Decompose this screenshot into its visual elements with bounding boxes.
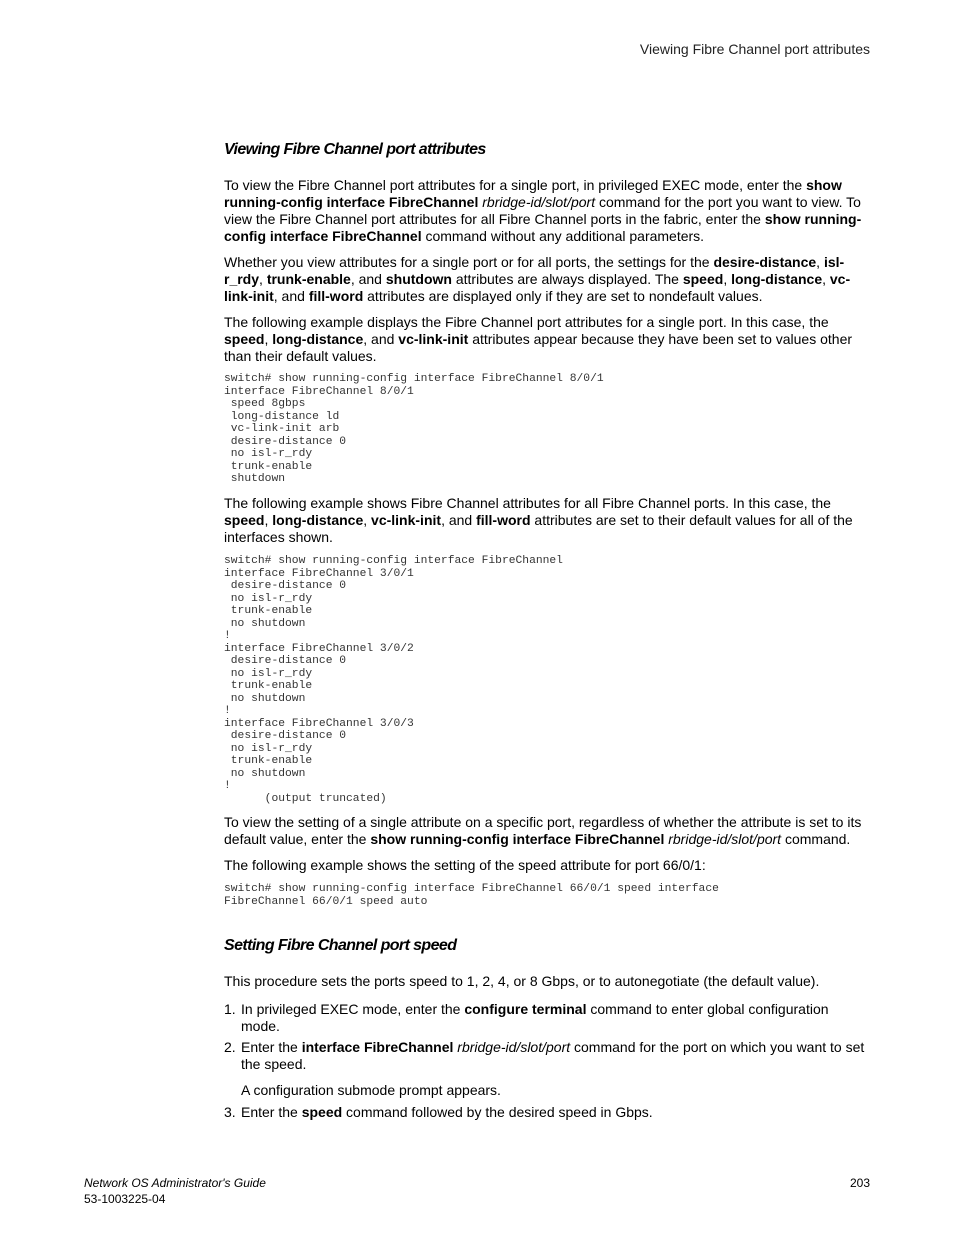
command-keyword: fill-word [308,288,364,304]
section-heading: Viewing Fibre Channel port attributes [224,141,486,158]
paragraph [224,973,869,990]
step-item [224,1104,869,1121]
running-header: Viewing Fibre Channel port attributes [639,41,870,57]
command-keyword: show running-config interface FibreChannel [224,177,842,210]
command-keyword: vc-link-init [371,512,442,528]
command-keyword: configure terminal [464,1001,587,1017]
footer-doc-title: Network OS Administrator's Guide [84,1176,266,1190]
step-number: 2. [224,1039,236,1055]
step-number: 3. [224,1104,236,1120]
section-viewing-attributes [224,141,869,159]
text-run: The following example shows Fibre Channel attributes for all Fibre Channel ports. In this case, the [224,495,831,511]
text-run: command without any additional parameters. [421,228,705,244]
parameter-placeholder: rbridge-id/slot/port [668,831,782,847]
command-keyword: long-distance [731,271,823,287]
paragraph [224,177,869,245]
text-run: , [723,271,732,287]
step-item [224,1039,869,1073]
text-run: command followed by the desired speed in Gbps. [342,1104,653,1120]
text-run: command. [781,831,851,847]
code-example: switch# show running-config interface FibreChannel interface FibreChannel 3/0/1 desire-distance 0 no isl-r_rdy trunk-enable no shutdown ! interface FibreChannel 3/0/2 desire-distance 0 no isl-r_rdy trunk-enable no shutdown ! interface FibreChannel 3/0/3 desire-distance 0 no isl-r_rdy trunk-enable no shutdown ! (output truncated) [224,555,563,805]
text-run: attributes are displayed only if they are set to nondefault values. [363,288,763,304]
step-text [241,1104,653,1120]
paragraph [224,314,869,365]
text-run: Enter the [241,1039,302,1055]
text-run: attributes are always displayed. The [451,271,683,287]
paragraph [224,495,869,546]
command-keyword: speed [682,271,724,287]
text-run: , and [350,271,386,287]
text-run: Enter the [241,1104,302,1120]
text-run: , [259,271,267,287]
code-example: switch# show running-config interface FibreChannel 66/0/1 speed interface FibreChannel 66/0/1 speed auto [224,883,719,908]
section-setting-speed [224,937,869,955]
command-keyword: speed [224,512,265,528]
text-run: attributes appear because they have been set to values other than their default values. [224,331,853,364]
command-keyword: desire-distance [713,254,817,270]
paragraph [224,254,869,305]
procedure-steps [224,1039,869,1073]
paragraph [224,857,869,874]
text-run: command for the port on which you want to set the speed. [241,1039,865,1072]
text-run: , [816,254,824,270]
step-text [241,1001,829,1034]
page-number: 203 [849,1176,870,1190]
text-run: Whether you view attributes for a single port or for all ports, the settings for the [224,254,714,270]
command-keyword: show running-config interface FibreChannel [224,211,862,244]
section-heading: Setting Fibre Channel port speed [224,937,457,954]
text-run: , [264,331,273,347]
text-run: command for the port you want to view. To view the Fibre Channel port attributes for all Fibre Channel ports in the fabric, enter the [224,194,861,227]
code-example: switch# show running-config interface FibreChannel 8/0/1 interface FibreChannel 8/0/1 speed 8gbps long-distance ld vc-link-init arb desire-distance 0 no isl-r_rdy trunk-enable shutdown [224,373,604,485]
command-keyword: interface FibreChannel [301,1039,454,1055]
command-keyword: shutdown [385,271,452,287]
command-keyword: trunk-enable [266,271,351,287]
command-keyword: speed [224,331,265,347]
footer-doc-number: 53-1003225-04 [84,1192,166,1206]
text-run: , and [441,512,477,528]
text-run: , and [363,331,399,347]
text-run: In privileged EXEC mode, enter the [241,1001,465,1017]
step-text [241,1039,864,1072]
parameter-placeholder: rbridge-id/slot/port [457,1039,571,1055]
text-run: To view the Fibre Channel port attributes for a single port, in privileged EXEC mode, enter the [224,177,807,193]
text-run: , [822,271,830,287]
text-run: command to enter global configuration mode. [241,1001,829,1034]
parameter-placeholder: rbridge-id/slot/port [482,194,596,210]
step-item [224,1001,869,1035]
footer-doc-info [84,1175,266,1207]
text-run: , [363,512,372,528]
command-keyword: long-distance [272,331,364,347]
procedure-steps [224,1104,869,1121]
command-keyword: long-distance [272,512,364,528]
command-keyword: vc-link-init [398,331,469,347]
command-keyword: show running-config interface FibreChannel [370,831,665,847]
command-keyword: vc-link-init [224,271,851,304]
text-run: The following example displays the Fibre Channel port attributes for a single port. In this case, the [224,314,829,330]
step-note: A configuration submode prompt appears. [241,1082,501,1098]
text-run: attributes are set to their default values for all of the interfaces shown. [224,512,853,545]
command-keyword: isl-r_rdy [224,254,845,287]
text-run: , and [273,288,309,304]
paragraph [224,814,869,848]
command-keyword: fill-word [476,512,531,528]
text-run: To view the setting of a single attribute on a specific port, regardless of whether the attribute is set to its default value, enter the [224,814,862,847]
text-run: This procedure sets the ports speed to 1, 2, 4, or 8 Gbps, or to autonegotiate (the default value). [224,973,820,989]
text-run: , [264,512,273,528]
text-run: The following example shows the setting of the speed attribute for port 66/0/1: [224,857,706,873]
step-number: 1. [224,1001,236,1017]
command-keyword: speed [301,1104,343,1120]
procedure-steps [224,1001,869,1035]
